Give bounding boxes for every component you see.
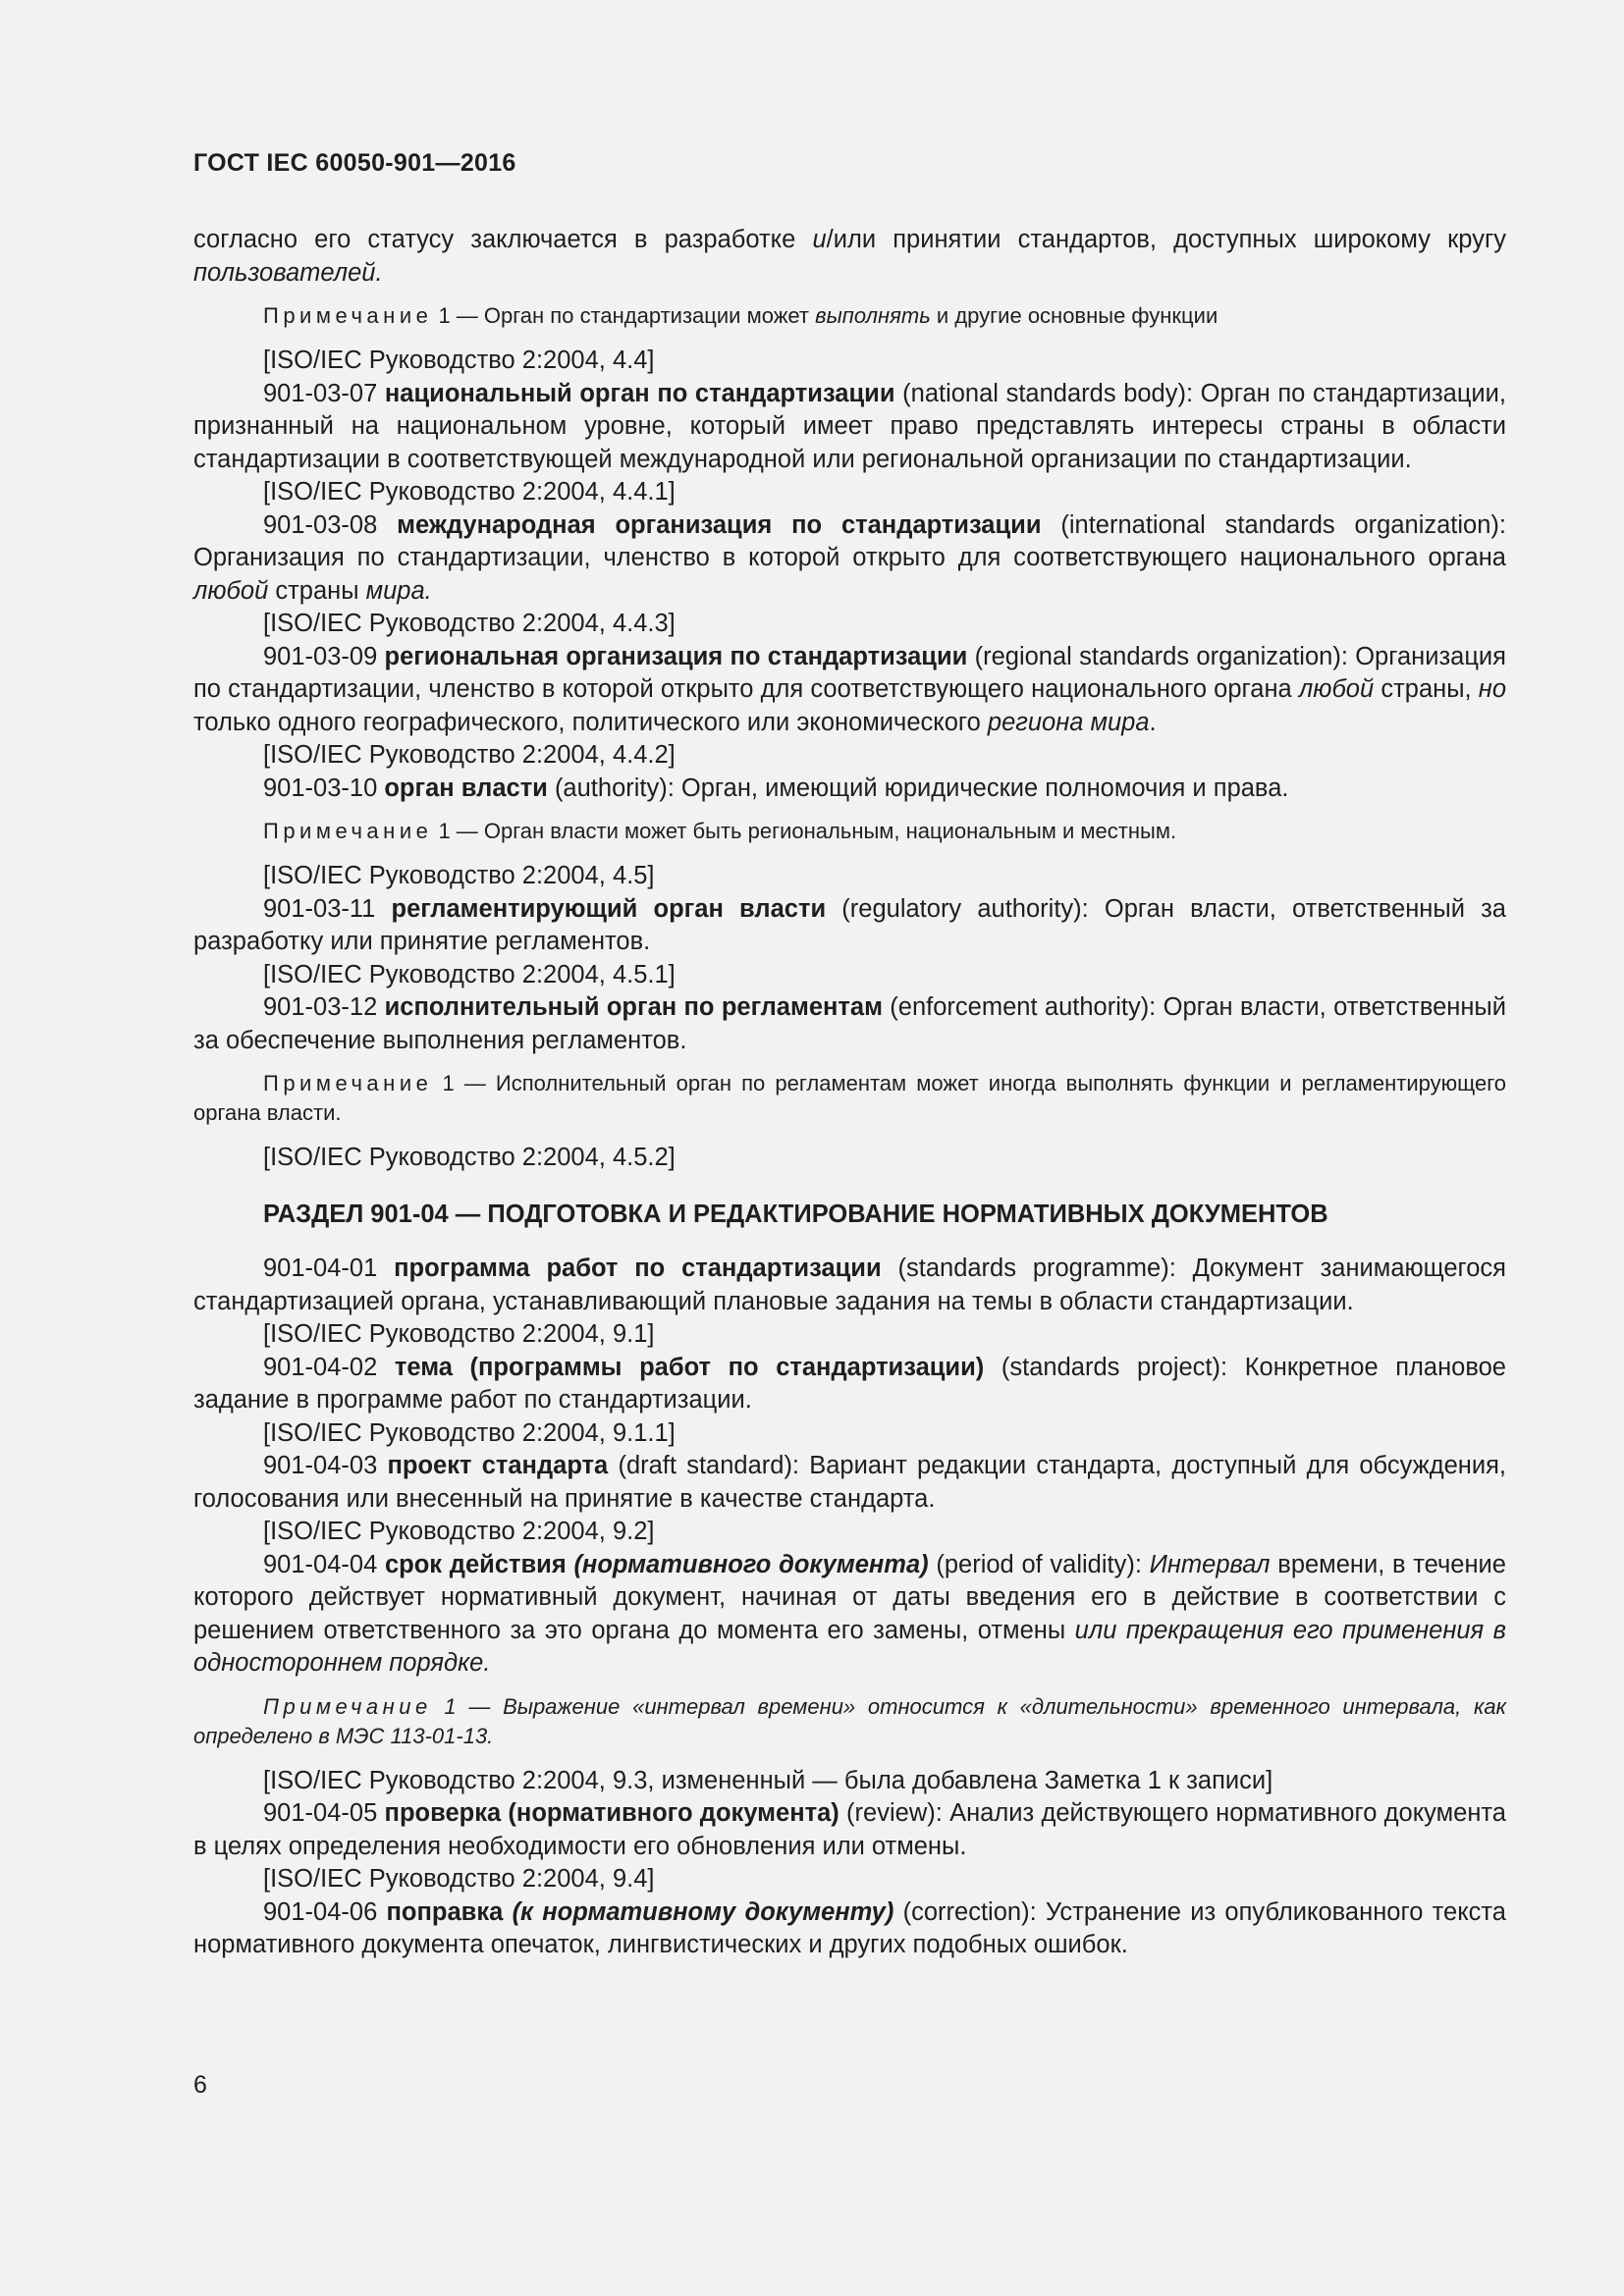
term-code: 901-03-08 (263, 510, 398, 539)
italic-run: любой (1298, 675, 1375, 703)
text-run: страны, (1374, 675, 1479, 703)
term-entry (193, 1797, 1506, 1863)
term-qualifier: (нормативного документа) (573, 1550, 929, 1578)
source-reference: [ISO/IEC Руководство 2:2004, 4.5.1] (263, 960, 676, 988)
term-entry (193, 1896, 1506, 1962)
text-run: . (1149, 708, 1157, 736)
text-run: страны (268, 576, 366, 605)
term-definition: (national standards body): Орган по стандартизации, признанный на национальном уровне, который имеет право представлять интересы страны в области стандартизации в соответствующей международной или региональной организации по стандартизации. (193, 379, 1507, 473)
italic-run: региона мира (987, 708, 1150, 736)
note-label: Примечание (263, 819, 433, 843)
term-name: региональная организация по стандартизации (384, 642, 968, 670)
term-definition: (draft standard): Вариант редакции стандарта, доступный для обсуждения, голосования или внесенный на принятие в качестве стандарта. (193, 1452, 1506, 1513)
italic-run: или прекращения его применения в одностороннем порядке. (193, 1616, 1506, 1677)
term-entry (193, 1352, 1506, 1417)
term-code: 901-04-03 (263, 1452, 388, 1479)
note-paragraph (193, 1069, 1506, 1128)
term-name: срок действия (384, 1550, 574, 1578)
italic-run: пользователей. (193, 258, 383, 287)
term-code: 901-04-05 (263, 1799, 385, 1827)
text-run: согласно его статусу заключается в разработке (193, 226, 813, 253)
source-reference: [ISO/IEC Руководство 2:2004, 4.4.3] (263, 610, 676, 637)
term-code: 901-03-09 (263, 642, 385, 670)
term-entry (193, 378, 1506, 477)
term-definition: (period of validity): (928, 1550, 1150, 1578)
source-reference: [ISO/IEC Руководство 2:2004, 4.5.2] (263, 1144, 676, 1171)
source-reference: [ISO/IEC Руководство 2:2004, 4.4] (263, 347, 655, 374)
term-code: 901-04-06 (263, 1897, 387, 1926)
term-definition: (regional standards organization): Организация по стандартизации, членство в которой открыто для соответствующего национального органа (193, 642, 1506, 703)
source-reference: [ISO/IEC Руководство 2:2004, 4.4.2] (263, 741, 676, 769)
text-run: 1 — Исполнительный орган по регламентам может иногда выполнять функции и регламентирующего органа власти. (193, 1071, 1506, 1125)
term-entry (193, 509, 1506, 609)
source-reference: [ISO/IEC Руководство 2:2004, 9.1] (263, 1320, 655, 1348)
term-entry (193, 773, 1506, 806)
term-entry (193, 1450, 1506, 1516)
term-definition: (enforcement authority): Орган власти, ответственный за обеспечение выполнения регламентов. (193, 993, 1507, 1054)
italic-run: любой (193, 576, 269, 605)
term-code: 901-04-02 (263, 1353, 395, 1381)
source-reference: [ISO/IEC Руководство 2:2004, 4.4.1] (263, 478, 676, 506)
term-qualifier: (к нормативному документу) (512, 1897, 894, 1926)
term-name: регламентирующий орган власти (391, 894, 827, 923)
text-run: /или принятии стандартов, доступных широкому кругу (826, 226, 1506, 253)
term-code: 901-03-10 (263, 774, 385, 802)
source-reference: [ISO/IEC Руководство 2:2004, 9.1.1] (263, 1418, 676, 1447)
source-reference: [ISO/IEC Руководство 2:2004, 9.3, измененный — была добавлена Заметка 1 к записи] (263, 1766, 1273, 1794)
term-entry (193, 893, 1506, 959)
document-body (193, 224, 1506, 1962)
term-definition: (authority): Орган, имеющий юридические полномочия и права. (547, 774, 1289, 802)
term-name: тема (программы работ по стандартизации) (394, 1353, 985, 1381)
term-entry (193, 991, 1506, 1057)
term-entry (193, 1549, 1506, 1681)
term-definition: (correction): Устранение из опубликованного текста нормативного документа опечаток, лингвистических и других подобных ошибок. (193, 1897, 1506, 1958)
term-name: международная организация по стандартизации (397, 510, 1042, 539)
term-entry (193, 641, 1506, 740)
term-definition: (international standards organization): Организация по стандартизации, членство в которой открыто для соответствующего национального органа (193, 510, 1506, 571)
note-paragraph (193, 301, 1506, 331)
italic-run: но (1478, 675, 1506, 703)
note-label: Примечание (263, 1071, 433, 1095)
term-entry (193, 1253, 1506, 1318)
italic-run: мира. (365, 576, 432, 605)
term-name: программа работ по стандартизации (394, 1255, 882, 1282)
text-run: 1 — Выражение «интервал времени» относится к «длительности» временного интервала, как определено в МЭС 113-01-13. (193, 1693, 1506, 1748)
term-code: 901-03-07 (263, 379, 385, 407)
text-run: 1 — Орган власти может быть региональным, национальным и местным. (432, 819, 1177, 843)
term-code: 901-04-04 (263, 1550, 385, 1578)
term-name: исполнительный орган по регламентам (384, 993, 883, 1021)
italic-run: и (812, 226, 827, 253)
text-run: времени, в течение которого действует нормативный документ, начиная от даты введения его в действие в соответствии с решением ответственного за это органа до момента его замены, отмены (193, 1550, 1506, 1644)
term-code: 901-03-11 (263, 894, 392, 923)
document-header: ГОСТ IEC 60050-901—2016 (193, 149, 516, 177)
source-reference: [ISO/IEC Руководство 2:2004, 9.4] (263, 1865, 655, 1893)
italic-run: Интервал (1149, 1550, 1271, 1578)
term-definition: (regulatory authority): Орган власти, ответственный за разработку или принятие регламентов. (193, 894, 1506, 955)
note-label: Примечание (263, 1693, 432, 1719)
source-reference: [ISO/IEC Руководство 2:2004, 4.5] (263, 862, 655, 889)
term-code: 901-04-01 (263, 1255, 395, 1282)
term-name: орган власти (384, 774, 548, 802)
note-paragraph (193, 1692, 1506, 1751)
italic-run: выполнять (815, 303, 931, 328)
term-name: национальный орган по стандартизации (384, 379, 895, 407)
term-name: поправка (386, 1897, 513, 1926)
page-number: 6 (193, 2071, 207, 2099)
continuation-paragraph (193, 224, 1506, 290)
term-definition: (standards project): Конкретное плановое задание в программе работ по стандартизации. (193, 1353, 1506, 1414)
text-run: и другие основные функции (930, 303, 1218, 328)
source-reference: [ISO/IEC Руководство 2:2004, 9.2] (263, 1518, 655, 1545)
text-run: только одного географического, политического или экономического (193, 708, 988, 736)
note-label: Примечание (263, 303, 433, 328)
term-definition: (standards programme): Документ занимающегося стандартизацией органа, устанавливающий плановые задания на темы в области стандартизации. (193, 1255, 1506, 1315)
term-code: 901-03-12 (263, 993, 385, 1021)
term-name: проект стандарта (387, 1452, 609, 1479)
section-title: РАЗДЕЛ 901-04 — ПОДГОТОВКА И РЕДАКТИРОВАНИЕ НОРМАТИВНЫХ ДОКУМЕНТОВ (263, 1200, 1328, 1228)
term-name: проверка (нормативного документа) (384, 1799, 839, 1827)
term-definition: (review): Анализ действующего нормативного документа в целях определения необходимости его обновления или отмены. (193, 1799, 1506, 1860)
note-paragraph (193, 817, 1506, 846)
text-run: 1 — Орган по стандартизации может (432, 303, 816, 328)
